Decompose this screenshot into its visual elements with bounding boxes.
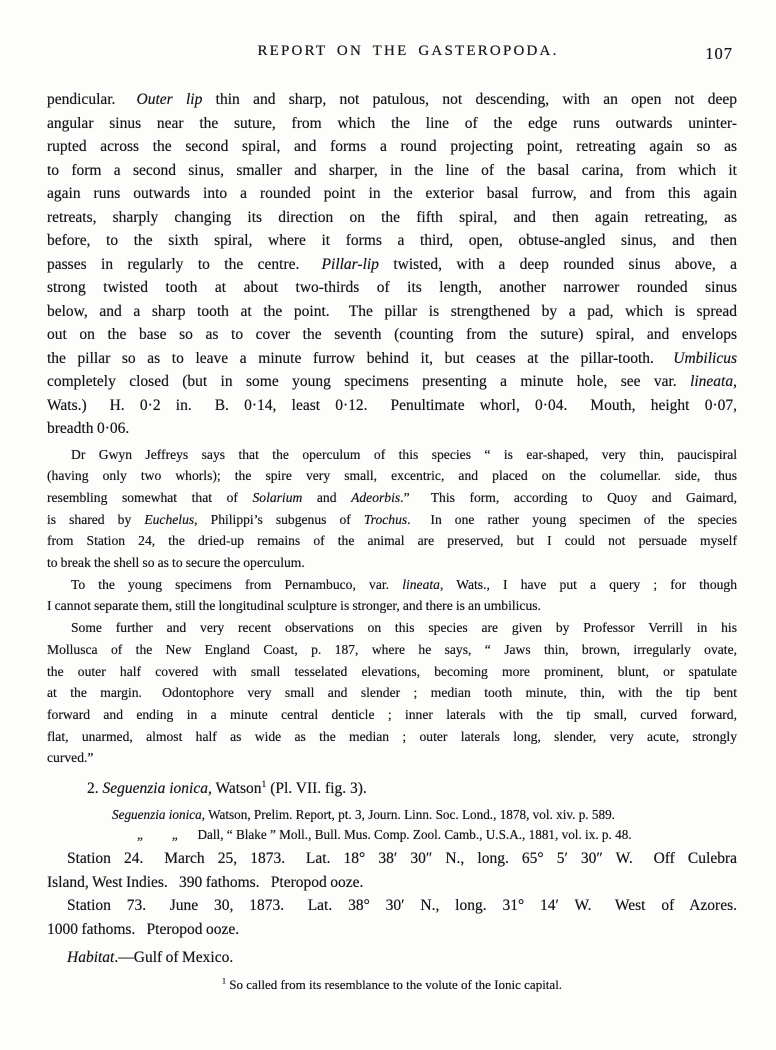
text-line: pendicular. Outer lip thin and sharp, not patulous, not descending, with an open not deep [47,91,737,108]
text-line: „ „ Dall, “ Blake ” Moll., Bull. Mus. Comp. Zool. Camb., U.S.A., 1881, vol. ix. p. 48. [137,827,632,843]
text-line: strong twisted tooth at about two-thirds of its length, another narrower rounded sinus [47,279,737,296]
text-line: Island, West Indies. 390 fathoms. Pteropod ooze. [47,873,364,891]
running-header [47,43,737,65]
text-line: $^1$ So called from its resemblance to the volute of the Ionic capital. [221,976,563,992]
text-line: resembling somewhat that of Solarium and Adeorbis.” This form, according to Quoy and Gaimard, [47,489,738,505]
text-line: again runs outwards into a rounded point in the exterior basal furrow, and from this again [47,185,737,202]
text-line: angular sinus near the suture, from which the line of the edge runs outwards uninter- [47,114,737,132]
page-number: 107 [705,44,733,63]
para-observations-3 [47,617,737,769]
text-line: before, to the sixth spiral, where it forms a third, open, obtuse-angled sinus, and then [47,232,737,249]
text-line: Some further and very recent observations on this species are given by Professor Verrill in his [71,620,737,636]
text-line: the pillar so as to leave a minute furrow behind it, but ceases at the pillar-tooth. Umbilicus [47,349,737,367]
station-73 [47,894,737,941]
text-line: rupted across the second spiral, and forms a round projecting point, retreating again so as [47,138,737,155]
footnote [47,975,737,995]
text-line: to form a second sinus, smaller and sharper, in the line of the basal carina, from which it [47,161,737,179]
text-line: Seguenzia ionica, Watson, Prelim. Report, pt. 3, Journ. Linn. Soc. Lond., 1878, vol. xiv. p. 589. [112,807,615,823]
text-line: to break the shell so as to secure the operculum. [47,555,305,571]
synonymy [112,805,737,845]
text-line: from Station 24, the dried-up remains of the animal are preserved, but I could not persuade myself [47,533,737,549]
para-observations-2 [47,574,737,617]
text-line: Dr Gwyn Jeffreys says that the operculum of this species “ is ear-shaped, very thin, paucispiral [71,446,737,462]
text-line: out on the base so as to cover the seventh (counting from the suture) spiral, and envelops [47,326,737,343]
text-line: is shared by Euchelus, Philippi’s subgenus of Trochus. In one rather young specimen of the species [47,511,737,527]
text-line: passes in regularly to the centre. Pillar-lip twisted, with a deep rounded sinus above, a [47,255,737,273]
species-heading [87,777,737,801]
text-line: 2. Seguenzia ionica, Watson$^1$ (Pl. VII. fig. 3). [87,778,367,798]
text-line: Habitat.—Gulf of Mexico. [67,949,234,967]
text-line: below, and a sharp tooth at the point. The pillar is strengthened by a pad, which is spread [47,302,737,320]
page-title: REPORT ON THE GASTEROPODA. [257,43,559,59]
para-observations-1 [47,444,737,574]
text-line: breadth 0·06. [47,420,130,437]
text-line: Mollusca of the New England Coast, p. 187, where he says, “ Jaws thin, brown, irregularly ovate, [47,641,737,657]
station-24 [47,847,737,894]
text-line: To the young specimens from Pernambuco, var. lineata, Wats., I have put a query ; for though [71,576,738,592]
text-line: I cannot separate them, still the longitudinal sculpture is stronger, and there is an umbilicus. [47,598,541,614]
text-line: the outer half covered with small tesselated elevations, becoming more prominent, blunt, or spatulate [47,663,737,679]
text-line: completely closed (but in some young specimens presenting a minute hole, see var. lineata, [47,373,737,390]
text-line: forward and ending in a minute central denticle ; inner laterals with the tip small, curved forward, [47,706,737,722]
text-line: Station 73. June 30, 1873. Lat. 38° 30′ N., long. 31° 14′ W. West of Azores. [67,897,737,915]
text-line: at the margin. Odontophore very small and slender ; median tooth minute, thin, with the tip bent [47,685,737,701]
text-line: 1000 fathoms. Pteropod ooze. [47,920,240,938]
text-line: Station 24. March 25, 1873. Lat. 18° 38′ 30″ N., long. 65° 5′ 30″ W. Off Culebra [67,850,737,868]
habitat-line [47,946,737,970]
text-line: flat, unarmed, almost half as wide as the median ; outer laterals long, slender, very acute, strongly [47,728,737,744]
text-line: (having only two whorls); the spire very small, excentric, and placed on the columellar. side, thus [47,468,737,484]
text-line: curved.” [47,750,94,766]
text-column [47,88,737,995]
text-line: retreats, sharply changing its direction on the fifth spiral, and then again retreating, as [47,208,737,226]
para-main [47,88,737,441]
text-line: Wats.) H. 0·2 in. B. 0·14, least 0·12. Penultimate whorl, 0·04. Mouth, height 0·07, [47,396,737,414]
